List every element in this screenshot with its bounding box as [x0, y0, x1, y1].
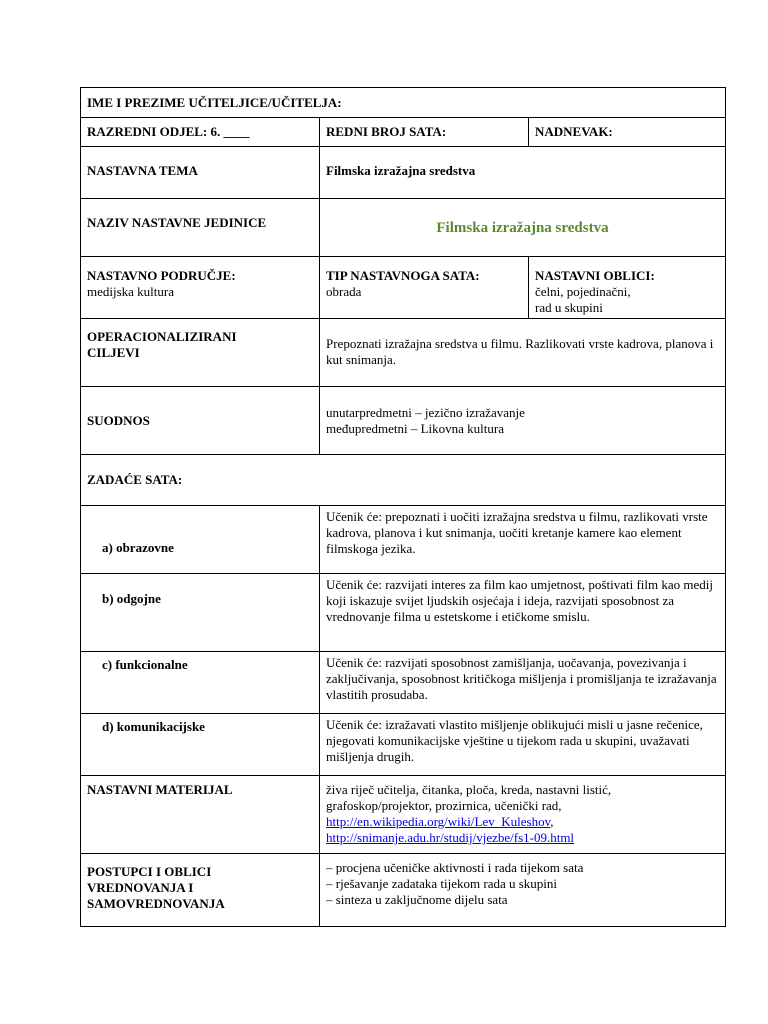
- forms-label: NASTAVNI OBLICI:: [535, 268, 655, 283]
- lesson-plan-table: [80, 87, 726, 927]
- task-b-text: Učenik će: razvijati interes za film kao umjetnost, poštivati film kao medij koji iskazuje svijet ljudskih osjećaja i ideja, razvijati sposobnost za vrednovanje filma u estetskome i etičkome smislu.: [320, 574, 726, 652]
- area-value: medijska kultura: [87, 284, 175, 299]
- correlation-cell: [320, 387, 726, 455]
- row-objectives: [81, 319, 726, 387]
- evaluation-item: – rješavanje zadataka tijekom rada u skupini: [326, 876, 558, 891]
- forms-line1: čelni, pojedinačni,: [535, 284, 631, 299]
- snimanje-link[interactable]: http://snimanje.adu.hr/studij/vjezbe/fs1-09.html: [326, 830, 575, 845]
- forms-cell: [529, 257, 726, 319]
- evaluation-item: – procjena učeničke aktivnosti i rada tijekom sata: [326, 860, 584, 875]
- unit-title: Filmska izražajna sredstva: [320, 199, 726, 257]
- kuleshov-link[interactable]: http://en.wikipedia.org/wiki/Lev_Kuleshov: [326, 814, 551, 829]
- row-unit: [81, 199, 726, 257]
- materials-text: živa riječ učitelja, čitanka, ploča, kreda, nastavni listić, grafoskop/projektor, prozirnica, učenički rad,: [326, 782, 612, 813]
- objectives-label-line1: OPERACIONALIZIRANI: [87, 329, 237, 344]
- row-area: [81, 257, 726, 319]
- materials-cell: [320, 776, 726, 854]
- area-cell: [81, 257, 320, 319]
- task-d-label: d) komunikacijske: [81, 714, 320, 776]
- correlation-line2: međupredmetni – Likovna kultura: [326, 420, 504, 436]
- topic-value: Filmska izražajna sredstva: [320, 147, 726, 199]
- unit-label: NAZIV NASTAVNE JEDINICE: [81, 199, 320, 257]
- area-label: NASTAVNO PODRUČJE:: [87, 268, 236, 283]
- row-task-c: [81, 652, 726, 714]
- task-a-text: Učenik će: prepoznati i uočiti izražajna sredstva u filmu, razlikovati vrste kadrova, planova i kut snimanja, uočiti kretanje kamere kao element filmskoga jezika.: [320, 506, 726, 574]
- objectives-value: Prepoznati izražajna sredstva u filmu. Razlikovati vrste kadrova, planova i kut snimanja.: [320, 319, 726, 387]
- row-materials: [81, 776, 726, 854]
- task-c-label: c) funkcionalne: [81, 652, 320, 714]
- lesson-type-label: TIP NASTAVNOGA SATA:: [326, 268, 480, 283]
- class-label: RAZREDNI ODJEL: 6. ____: [81, 118, 320, 147]
- row-topic: [81, 147, 726, 199]
- evaluation-label-cell: [81, 854, 320, 927]
- task-a-label: a) obrazovne: [81, 506, 320, 574]
- objectives-label-cell: [81, 319, 320, 387]
- evaluation-cell: [320, 854, 726, 927]
- evaluation-label-line1: POSTUPCI I OBLICI: [87, 864, 212, 879]
- tasks-label: ZADAĆE SATA:: [81, 455, 726, 506]
- row-class-info: [81, 118, 726, 147]
- link1-suffix: ,: [550, 814, 554, 829]
- row-tasks-header: [81, 455, 726, 506]
- task-c-text: Učenik će: razvijati sposobnost zamišljanja, uočavanja, povezivanja i zaključivanja, sposobnost kritičkoga mišljenja i promišljanja te izražavanja vlastitih prosudaba.: [320, 652, 726, 714]
- forms-line2: rad u skupini: [535, 300, 603, 315]
- materials-label: NASTAVNI MATERIJAL: [81, 776, 320, 854]
- lesson-number-label: REDNI BROJ SATA:: [320, 118, 529, 147]
- date-label: NADNEVAK:: [529, 118, 726, 147]
- topic-label: NASTAVNA TEMA: [81, 147, 320, 199]
- lesson-type-cell: [320, 257, 529, 319]
- row-task-b: [81, 574, 726, 652]
- objectives-label-line2: CILJEVI: [87, 345, 140, 360]
- evaluation-label-line3: SAMOVREDNOVANJA: [87, 896, 225, 911]
- evaluation-label-line2: VREDNOVANJA I: [87, 880, 194, 895]
- row-correlation: [81, 387, 726, 455]
- row-teacher-name: [81, 88, 726, 118]
- row-task-a: [81, 506, 726, 574]
- lesson-type-value: obrada: [326, 284, 362, 299]
- correlation-label: SUODNOS: [81, 387, 320, 455]
- correlation-line1: unutarpredmetni – jezično izražavanje: [326, 404, 525, 420]
- evaluation-item: – sinteza u zaključnome dijelu sata: [326, 892, 508, 907]
- row-task-d: [81, 714, 726, 776]
- task-b-label: b) odgojne: [81, 574, 320, 652]
- task-d-text: Učenik će: izražavati vlastito mišljenje oblikujući misli u jasne rečenice, njegovati komunikacijske vještine u tijekom rada u skupini, uvažavati mišljenja drugih.: [320, 714, 726, 776]
- teacher-name-label: IME I PREZIME UČITELJICE/UČITELJA:: [81, 88, 726, 118]
- row-evaluation: [81, 854, 726, 927]
